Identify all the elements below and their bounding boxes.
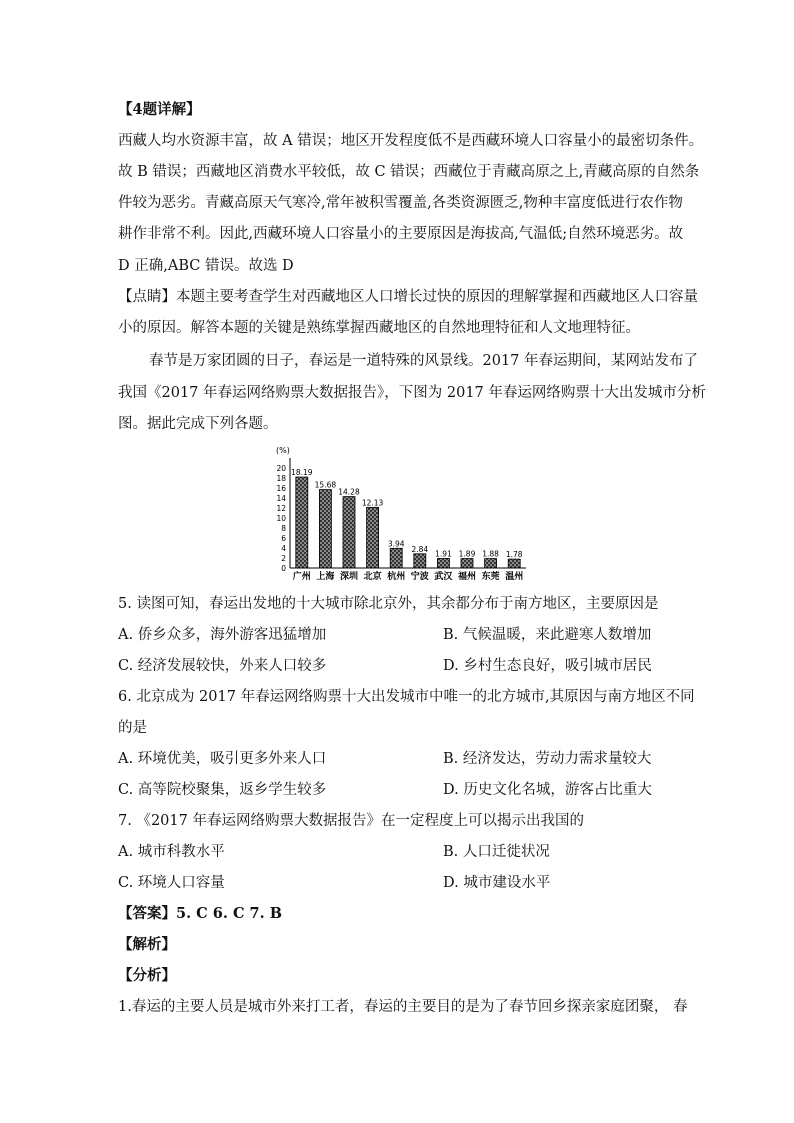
tip-line-1: 【点睛】本题主要考查学生对西藏地区人口增长过快的原因的理解掌握和西藏地区人口容量	[118, 289, 698, 305]
detail-line-2: 故 B 错误；西藏地区消费水平较低，故 C 错误；西藏位于青藏高原之上,青藏高原的自然条	[118, 164, 700, 180]
bar	[319, 490, 331, 568]
bar	[508, 559, 520, 568]
q7-option-d: D. 城市建设水平	[443, 875, 551, 891]
y-tick-label: 20	[276, 464, 286, 473]
bar	[367, 507, 379, 568]
q7-option-a: A. 城市科教水平	[118, 844, 225, 860]
y-tick-label: 18	[276, 474, 286, 483]
q5-option-d: D. 乡村生态良好，吸引城市居民	[443, 658, 652, 674]
x-category-label: 杭州	[387, 572, 406, 582]
q5-stem: 5. 读图可知，春运出发地的十大城市除北京外，其余都分布于南方地区，主要原因是	[118, 596, 659, 612]
detail-line-3: 件较为恶劣。青藏高原天气寒冷,常年被积雪覆盖,各类资源匮乏,物种丰富度低进行农作物	[118, 195, 683, 211]
intro-line-3: 图。据此完成下列各题。	[118, 416, 278, 432]
x-category-label: 深圳	[339, 572, 359, 582]
bar-value-label: 15.68	[314, 480, 337, 490]
y-tick-label: 2	[281, 554, 286, 563]
q7-option-b: B. 人口迁徙状况	[443, 844, 550, 860]
y-tick-label: 8	[281, 524, 286, 533]
bar-value-label: 1.88	[482, 549, 499, 559]
bar	[461, 559, 473, 568]
bar-value-label: 18.19	[291, 468, 313, 478]
bar	[343, 497, 355, 568]
bar	[390, 548, 402, 568]
q5-option-b: B. 气候温暖，来此避寒人数增加	[443, 627, 652, 643]
fenxi-line-1: 1.春运的主要人员是城市外来打工者，春运的主要目的是为了春节回乡探亲家庭团聚， 春	[118, 999, 688, 1015]
detail-line-1: 西藏人均水资源丰富，故 A 错误；地区开发程度低不是西藏环境人口容量小的最密切条件。	[118, 133, 704, 149]
bar-value-label: 12.13	[361, 498, 384, 508]
bar-value-label: 14.28	[338, 487, 360, 497]
x-category-label: 温州	[505, 572, 524, 582]
q7-stem: 7. 《2017 年春运网络购票大数据报告》在一定程度上可以揭示出我国的	[118, 813, 584, 829]
bar-value-label: 2.84	[411, 544, 429, 554]
y-tick-label: 6	[281, 534, 286, 543]
x-category-label: 北京	[363, 572, 382, 582]
x-category-label: 东莞	[481, 572, 500, 582]
q7-option-c: C. 环境人口容量	[118, 875, 225, 891]
bar	[485, 559, 497, 568]
q6-option-a: A. 环境优美，吸引更多外来人口	[118, 751, 327, 767]
analysis-heading: 【解析】	[118, 936, 176, 953]
detail-line-4: 耕作非常不利。因此,西藏环境人口容量小的主要原因是海拔高,气温低;自然环境恶劣。故	[118, 226, 684, 242]
q6-option-d: D. 历史文化名城，游客占比重大	[443, 782, 652, 798]
q6-option-c: C. 高等院校聚集，返乡学生较多	[118, 782, 327, 798]
x-category-label: 福州	[457, 572, 477, 582]
bar-value-label: 3.94	[387, 539, 405, 549]
bar-value-label: 1.78	[505, 550, 523, 560]
q5-option-c: C. 经济发展较快，外来人口较多	[118, 658, 327, 674]
fenxi-heading: 【分析】	[118, 967, 176, 984]
y-tick-label: 16	[276, 484, 286, 493]
q5-option-a: A. 侨乡众多，海外游客迅猛增加	[118, 627, 327, 643]
bar	[296, 477, 308, 568]
bar	[437, 558, 449, 568]
intro-line-2: 我国《2017 年春运网络购票大数据报告》，下图为 2017 年春运网络购票十大出发城市分析	[118, 385, 706, 401]
bar-value-label: 1.91	[435, 549, 452, 559]
answer-line: 【答案】5. C 6. C 7. B	[118, 905, 282, 922]
q6-stem-line-1: 6. 北京成为 2017 年春运网络购票十大出发城市中唯一的北方城市,其原因与南方地区不同	[118, 689, 695, 705]
q6-option-b: B. 经济发达，劳动力需求量较大	[443, 751, 652, 767]
bar	[414, 554, 426, 568]
y-tick-label: 10	[276, 514, 286, 523]
bar-value-label: 1.89	[458, 549, 476, 559]
y-tick-label: 12	[276, 504, 286, 513]
departure-city-bar-chart	[268, 444, 530, 584]
x-category-label: 宁波	[410, 572, 429, 582]
detail-heading: 【4题详解】	[118, 101, 201, 118]
x-category-label: 上海	[316, 572, 335, 582]
detail-line-5: D 正确,ABC 错误。故选 D	[118, 258, 294, 274]
tip-line-2: 小的原因。解答本题的关键是熟练掌握西藏地区的自然地理特征和人文地理特征。	[118, 320, 640, 336]
y-tick-label: 4	[281, 544, 286, 553]
y-axis-unit: (%)	[276, 446, 290, 455]
intro-line-1: 春节是万家团圆的日子，春运是一道特殊的风景线。2017 年春运期间，某网站发布了	[149, 353, 699, 369]
x-category-label: 武汉	[434, 572, 453, 582]
x-category-label: 广州	[292, 572, 311, 582]
q6-stem-line-2: 的是	[118, 720, 147, 736]
y-tick-label: 14	[276, 494, 286, 503]
y-tick-label: 0	[281, 564, 286, 573]
